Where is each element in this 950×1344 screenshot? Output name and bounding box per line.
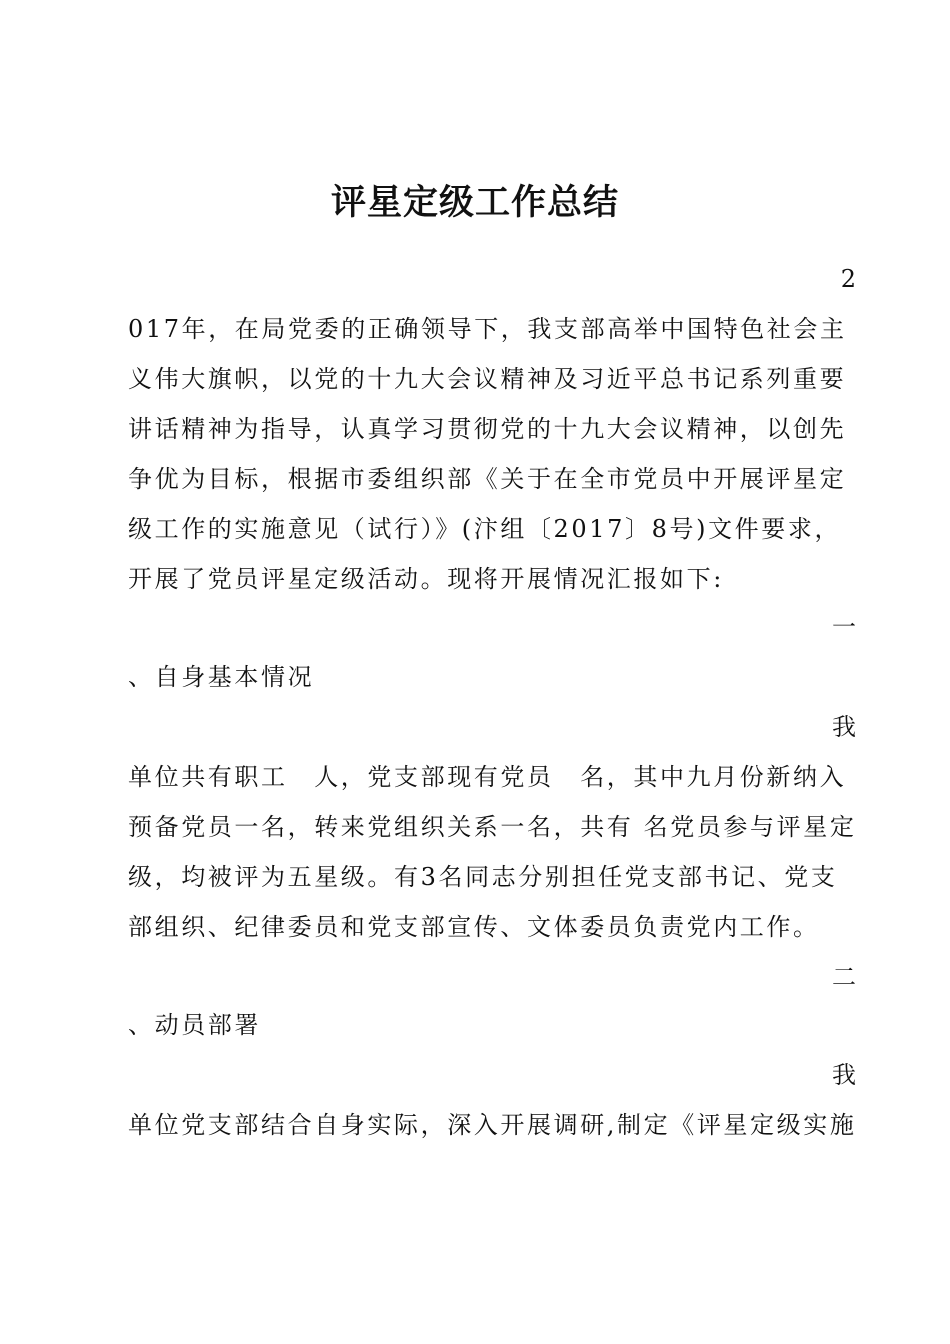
section1-line: 单位共有职工 人，党支部现有党员 名，其中九月份新纳入	[128, 763, 847, 791]
intro-line: 017年，在局党委的正确领导下，我支部高举中国特色社会主	[128, 315, 847, 343]
section2-line: 单位党支部结合自身实际，深入开展调研,制定《评星定级实施	[128, 1111, 857, 1139]
intro-line: 争优为目标，根据市委组织部《关于在全市党员中开展评星定	[128, 465, 847, 493]
section2-number: 二	[832, 963, 856, 991]
section1-lead-char: 我	[832, 713, 856, 741]
intro-line: 义伟大旗帜，以党的十九大会议精神及习近平总书记系列重要	[128, 365, 847, 393]
intro-line: 开展了党员评星定级活动。现将开展情况汇报如下:	[128, 565, 724, 593]
section1-line: 级，均被评为五星级。有3名同志分别担任党支部书记、党支	[128, 863, 838, 891]
section2-heading: 、动员部署	[128, 1011, 261, 1039]
section1-line: 部组织、纪律委员和党支部宣传、文体委员负责党内工作。	[128, 913, 820, 941]
document-title: 评星定级工作总结	[330, 183, 619, 223]
section1-heading: 、自身基本情况	[128, 663, 315, 691]
section1-number: 一	[832, 613, 856, 641]
section1-line: 预备党员一名，转来党组织关系一名，共有 名党员参与评星定	[128, 813, 857, 841]
intro-lead-char: 2	[840, 265, 856, 293]
intro-line: 级工作的实施意见（试行）》(汴组〔2017〕8号)文件要求，	[128, 515, 842, 543]
intro-line: 讲话精神为指导，认真学习贯彻党的十九大会议精神，以创先	[128, 415, 847, 443]
section2-lead-char: 我	[832, 1061, 856, 1089]
